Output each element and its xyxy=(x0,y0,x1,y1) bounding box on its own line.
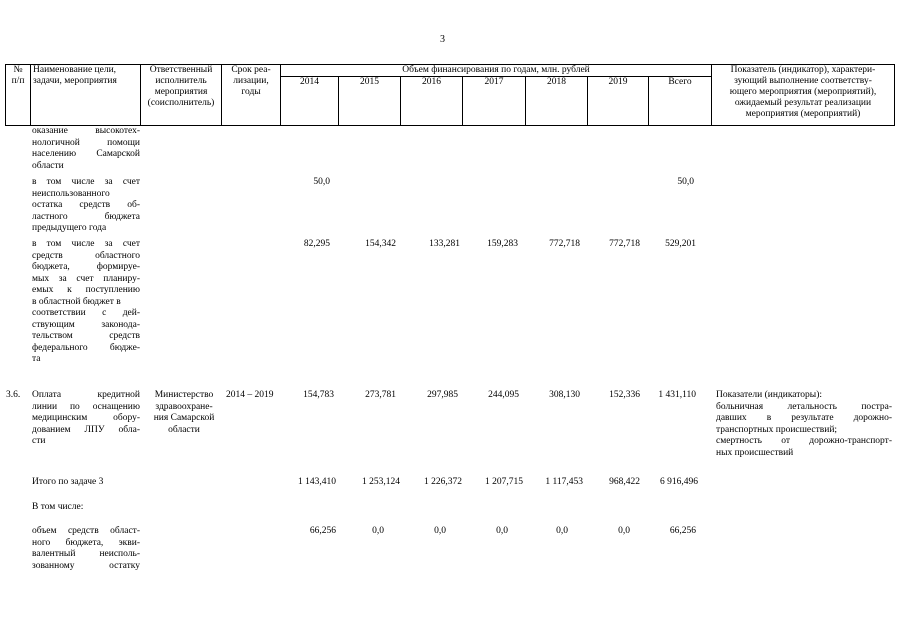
row-2-name: в том числе за счет средств областного бюджета, формируе- мых за счет планиру- емых к поступлению в областной бюджет в соответствии с дей- ствующим законода- тельством средств федерального бюдже- та xyxy=(32,239,140,364)
header-funding: Объем финансирования по годам, млн. рублей xyxy=(281,65,712,77)
row-6-v2019: 0,0 xyxy=(618,526,630,536)
table-header xyxy=(5,64,895,126)
row-3-vtotal: 1 431,110 xyxy=(658,390,696,400)
header-year-2018: 2018 xyxy=(526,77,588,126)
row-3-v2015: 273,781 xyxy=(365,390,396,400)
row-4-v2017: 1 207,715 xyxy=(485,477,523,487)
row-6-v2014: 66,256 xyxy=(309,526,336,536)
row-2-v2015: 154,342 xyxy=(365,239,396,249)
header-year-total: Всего xyxy=(649,77,712,126)
row-4-v2016: 1 226,372 xyxy=(424,477,462,487)
row-3-v2016: 297,985 xyxy=(427,390,458,400)
row-1-vtotal: 50,0 xyxy=(677,177,694,187)
row-2-v2018: 772,718 xyxy=(549,239,580,249)
header-name: Наименование цели, задачи, мероприятия xyxy=(31,65,141,126)
row-0-name: оказание высокотех- нологичной помощи населению Самарской области xyxy=(32,126,140,171)
row-3-responsible: Министерство здравоохране- ния Самарской области xyxy=(153,390,215,435)
row-6-v2015: 0,0 xyxy=(372,526,384,536)
row-4-v2018: 1 117,453 xyxy=(545,477,583,487)
row-1-v2014: 50,0 xyxy=(313,177,330,187)
header-year-2015: 2015 xyxy=(339,77,401,126)
header-year-2016: 2016 xyxy=(401,77,463,126)
row-3-name: Оплата кредитной линии по оснащению медицинским обору- дованием ЛПУ обла- сти xyxy=(32,390,140,446)
row-4-v2015: 1 253,124 xyxy=(362,477,400,487)
row-4-v2019: 968,422 xyxy=(609,477,640,487)
row-6-name: объем средств област- ного бюджета, экви- валентный неисполь- зованному остатку xyxy=(32,526,140,571)
row-2-v2014: 82,295 xyxy=(303,239,330,249)
row-3-num: 3.6. xyxy=(6,390,21,400)
row-5-name: В том числе: xyxy=(32,502,84,512)
row-3-v2018: 308,130 xyxy=(549,390,580,400)
header-responsible: Ответственный исполнитель мероприятия (соисполнитель) xyxy=(141,65,222,126)
row-1-name: в том числе за счет неиспользованного остатка средств об- ластного бюджета предыдущего года xyxy=(32,177,140,233)
row-4-v2014: 1 143,410 xyxy=(298,477,336,487)
row-3-v2014: 154,783 xyxy=(303,390,334,400)
row-6-v2017: 0,0 xyxy=(496,526,508,536)
row-2-v2019: 772,718 xyxy=(609,239,640,249)
row-2-v2017: 159,283 xyxy=(487,239,518,249)
row-4-name: Итого по задаче 3 xyxy=(32,477,104,487)
header-year-2014: 2014 xyxy=(281,77,339,126)
row-6-v2016: 0,0 xyxy=(434,526,446,536)
header-term: Срок реа- лизации, годы xyxy=(222,65,281,126)
header-indicator: Показатель (индикатор), характери- зующий выполнение соответству- ющего мероприятия (мероприятий), ожидаемый результат реализации мероприятия (мероприятий) xyxy=(712,65,895,126)
row-3-term: 2014 – 2019 xyxy=(226,390,274,400)
row-6-vtotal: 66,256 xyxy=(669,526,696,536)
row-2-vtotal: 529,201 xyxy=(665,239,696,249)
row-3-indicator: Показатели (индикаторы): больничная летальность постра- давших в результате дорожно- транспортных происшествий; смертность от дорожно-транспорт- ных происшествий xyxy=(716,390,892,458)
row-3-v2017: 244,095 xyxy=(488,390,519,400)
header-year-2017: 2017 xyxy=(463,77,526,126)
header-year-2019: 2019 xyxy=(588,77,649,126)
page-number: 3 xyxy=(440,34,445,45)
row-4-vtotal: 6 916,496 xyxy=(660,477,698,487)
row-2-v2016: 133,281 xyxy=(429,239,460,249)
row-3-v2019: 152,336 xyxy=(609,390,640,400)
header-num: № п/п xyxy=(6,65,31,126)
row-6-v2018: 0,0 xyxy=(556,526,568,536)
